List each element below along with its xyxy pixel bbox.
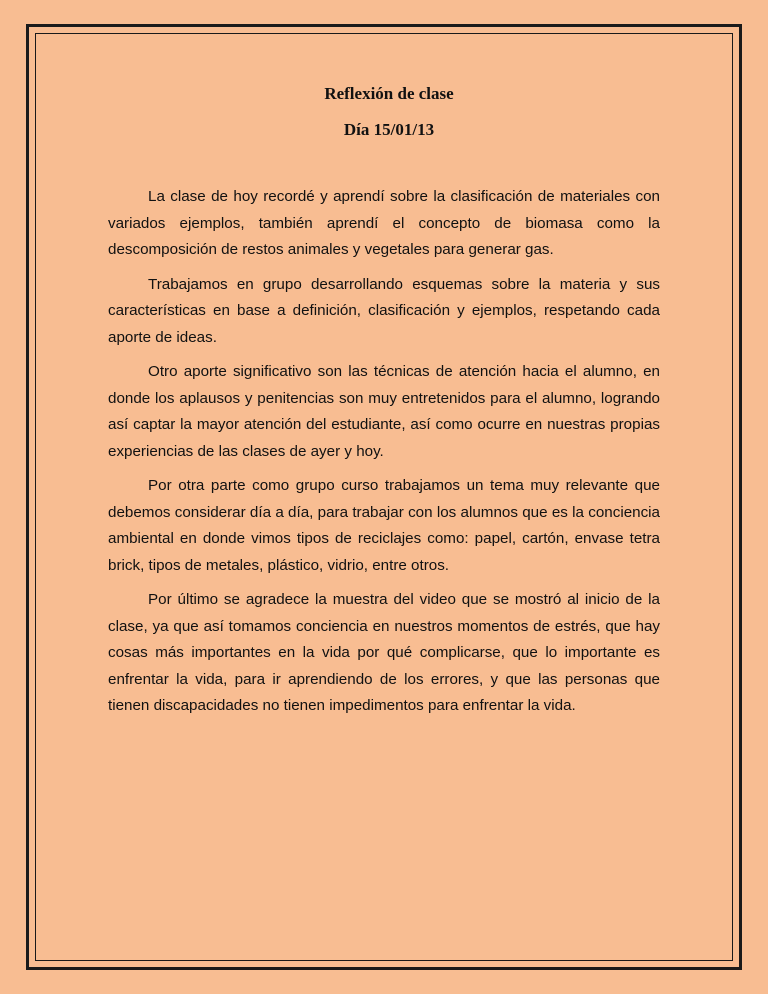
paragraph-1: La clase de hoy recordé y aprendí sobre la clasificación de materiales con variados ejemplos, también aprendí el concepto de biomasa como la descomposición de restos animales y vegetales para generar gas. xyxy=(108,188,660,258)
paragraph-5: Por último se agradece la muestra del video que se mostró al inicio de la clase, ya que así tomamos conciencia en nuestros momentos de estrés, que hay cosas más importantes en la vida por qué complicarse, que lo importante es enfrentar la vida, para ir aprendiendo de los errores, y que las personas que tienen discapacidades no tienen impedimentos para enfrentar la vida. xyxy=(108,591,660,714)
paragraph-2: Trabajamos en grupo desarrollando esquemas sobre la materia y sus características en base a definición, clasificación y ejemplos, respetando cada aporte de ideas. xyxy=(108,275,660,346)
document-body xyxy=(108,184,660,720)
paragraph-3: Otro aporte significativo son las técnicas de atención hacia el alumno, en donde los aplausos y penitencias son muy entretenidos para el alumno, logrando así captar la mayor atención del estudiante, así como ocurre en nuestras propias experiencias de las clases de ayer y hoy. xyxy=(108,363,660,460)
document-date: Día 15/01/13 xyxy=(343,120,435,139)
document-title: Reflexión de clase xyxy=(324,84,454,103)
paragraph-4: Por otra parte como grupo curso trabajamos un tema muy relevante que debemos considerar día a día, para trabajar con los alumnos que es la conciencia ambiental en donde vimos tipos de reciclajes como: papel, cartón, envase tetra brick, tipos de metales, plástico, vidrio, entre otros. xyxy=(108,477,660,574)
document-page xyxy=(108,82,660,728)
